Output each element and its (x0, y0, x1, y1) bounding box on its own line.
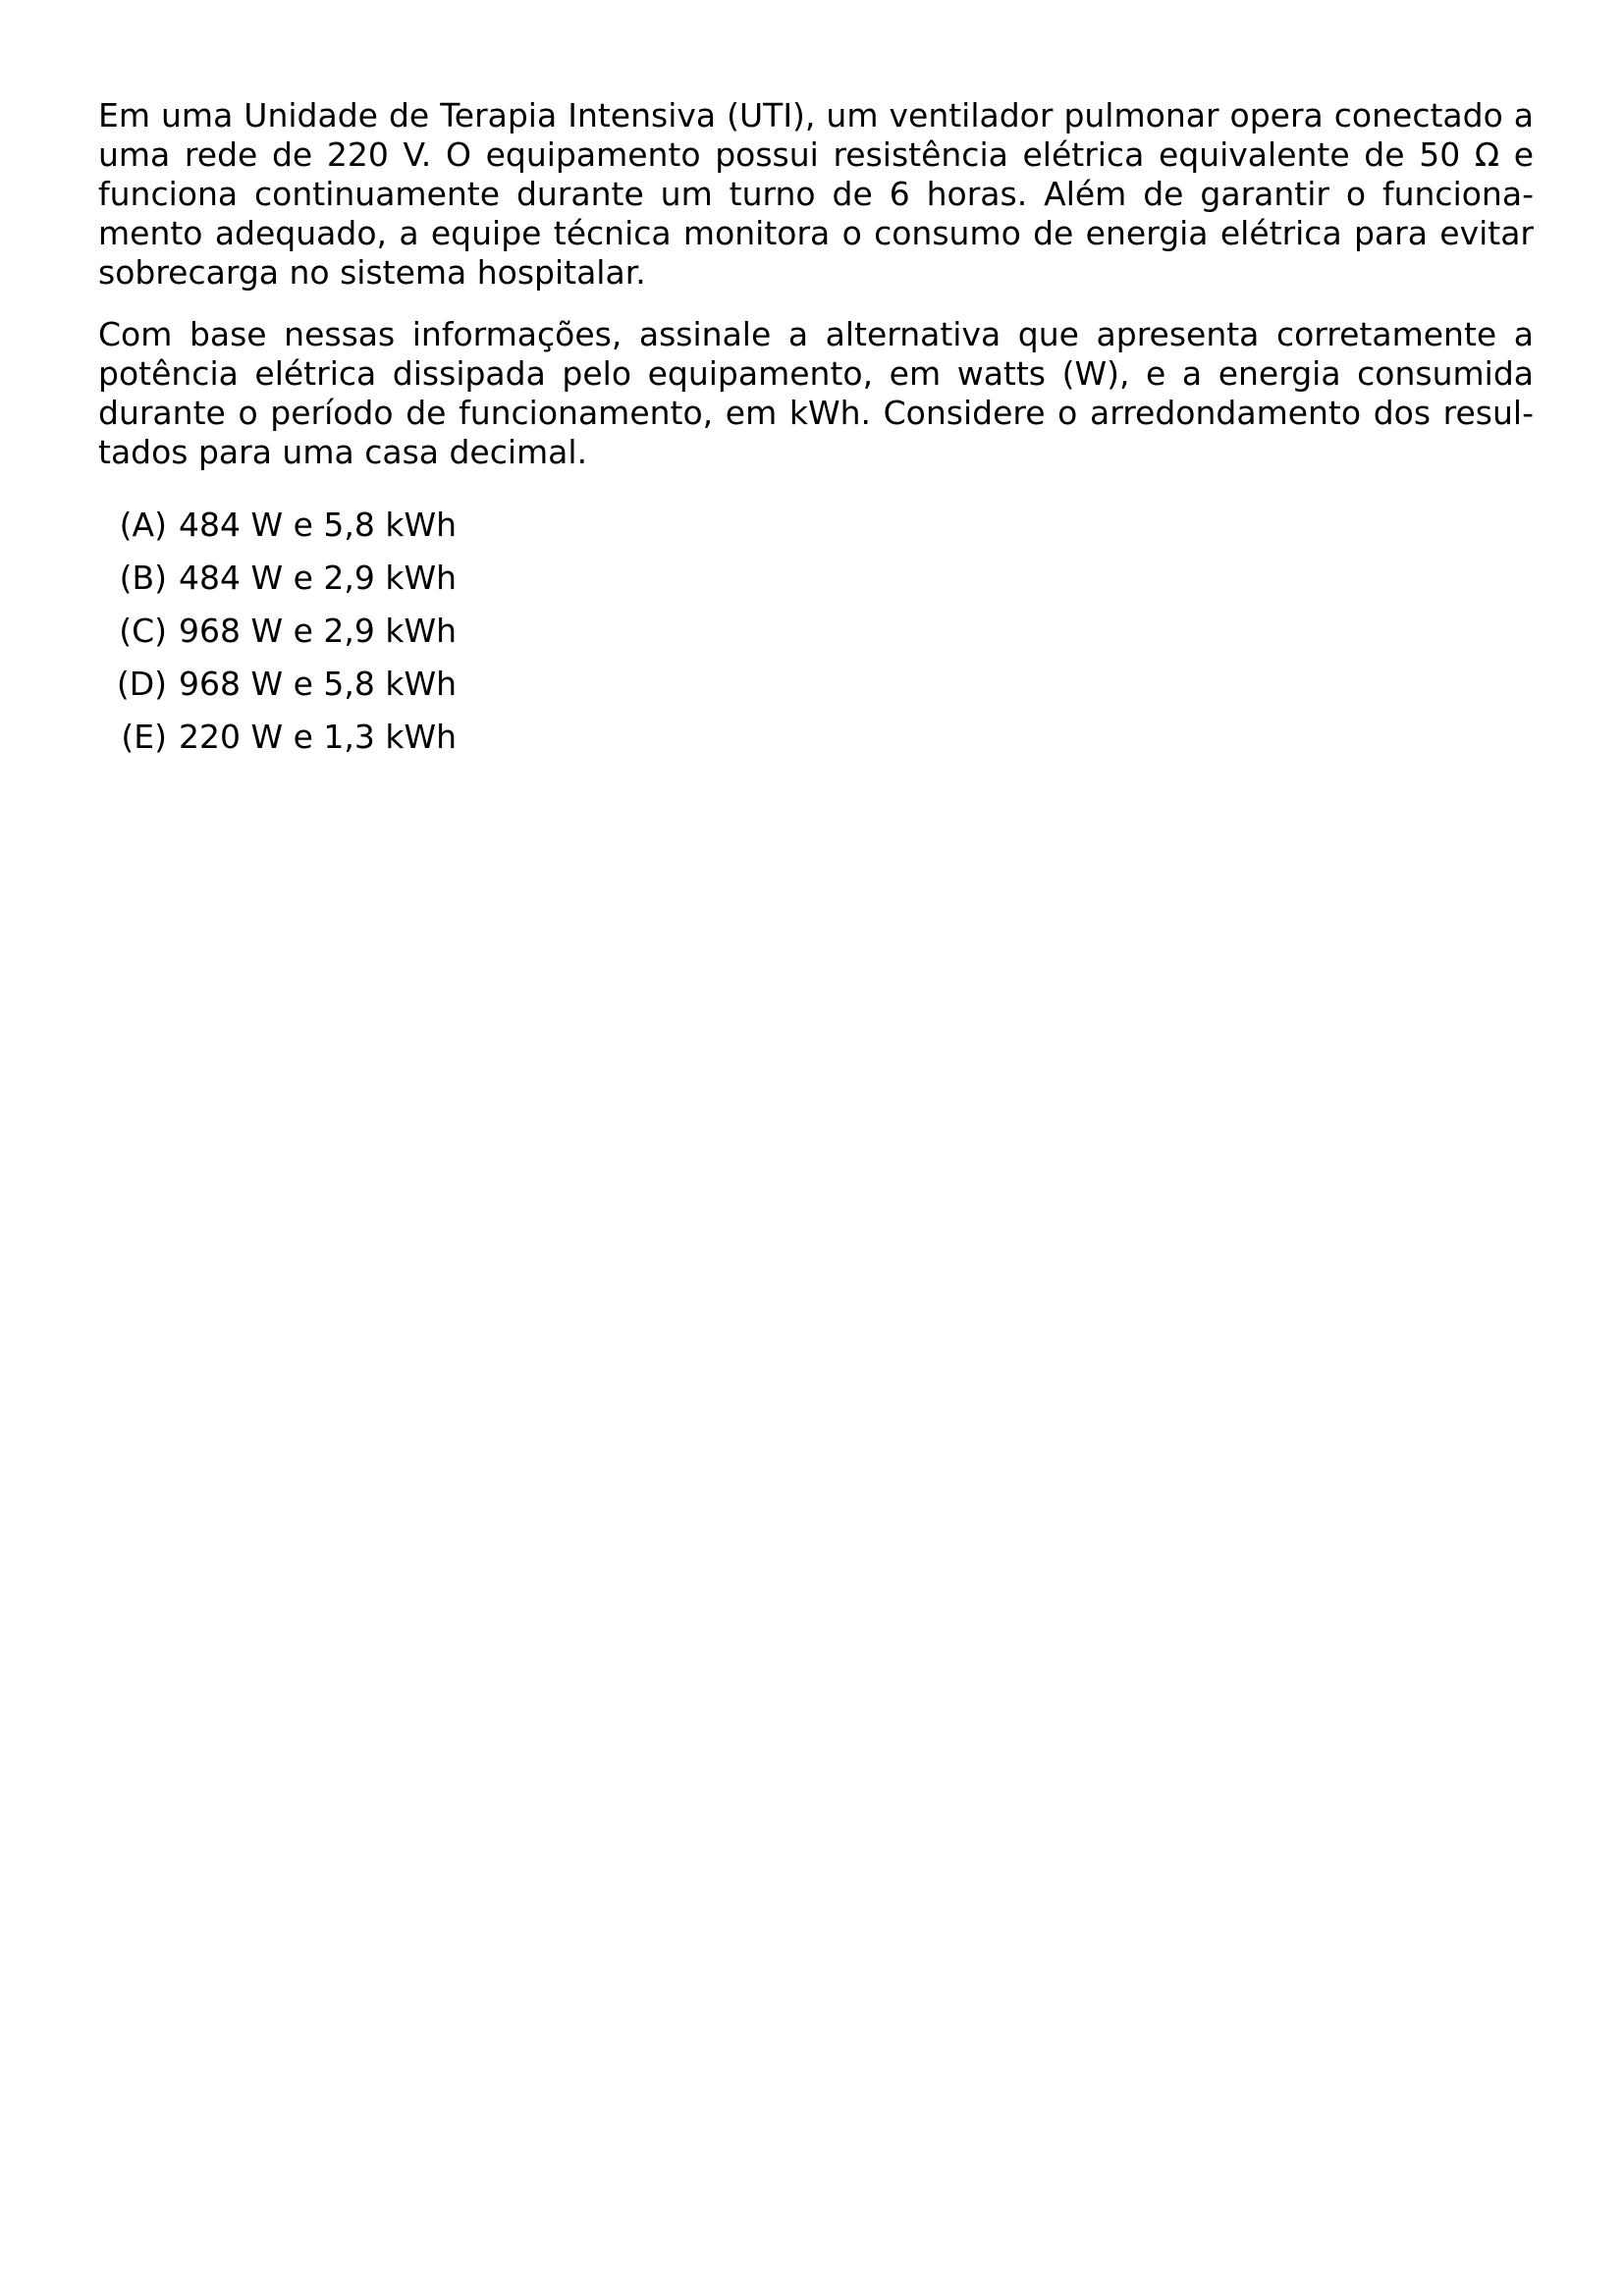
option-c (98, 612, 1534, 651)
question-prompt: Com base nessas informações, assinale a alternativa que apresenta corretamente a potência elétrica dissipada pelo equipamento, em watts (W), e a energia consumida durante o período de funcionamento, em kWh. Considere o arredondamento dos resultados para uma casa decimal. (98, 315, 1534, 471)
question-block (98, 96, 1534, 771)
option-b (98, 559, 1534, 598)
option-letter: (E) (121, 718, 167, 756)
option-text: 484 W e 5,8 kWh (179, 506, 458, 544)
option-e (98, 718, 1534, 757)
option-letter: (A) (119, 506, 167, 544)
option-text: 484 W e 2,9 kWh (179, 559, 458, 597)
question-paragraph: Em uma Unidade de Terapia Intensiva (UTI), um ventilador pulmonar opera conectado a uma rede de 220 V. O equipamento possui resistência elétrica equivalente de 50 Ω e funciona continuamente durante um turno de 6 horas. Além de garantir o funcionamento adequado, a equipe técnica monitora o consumo de energia elétrica para evitar sobrecarga no sistema hospitalar. (98, 96, 1534, 292)
option-text: 968 W e 2,9 kWh (179, 612, 458, 650)
option-letter: (B) (119, 559, 167, 597)
option-text: 968 W e 5,8 kWh (179, 665, 458, 703)
option-text: 220 W e 1,3 kWh (179, 718, 458, 756)
option-letter: (C) (119, 612, 167, 650)
option-letter: (D) (116, 665, 167, 703)
option-a (98, 506, 1534, 545)
option-d (98, 665, 1534, 704)
answer-options (98, 506, 1534, 757)
